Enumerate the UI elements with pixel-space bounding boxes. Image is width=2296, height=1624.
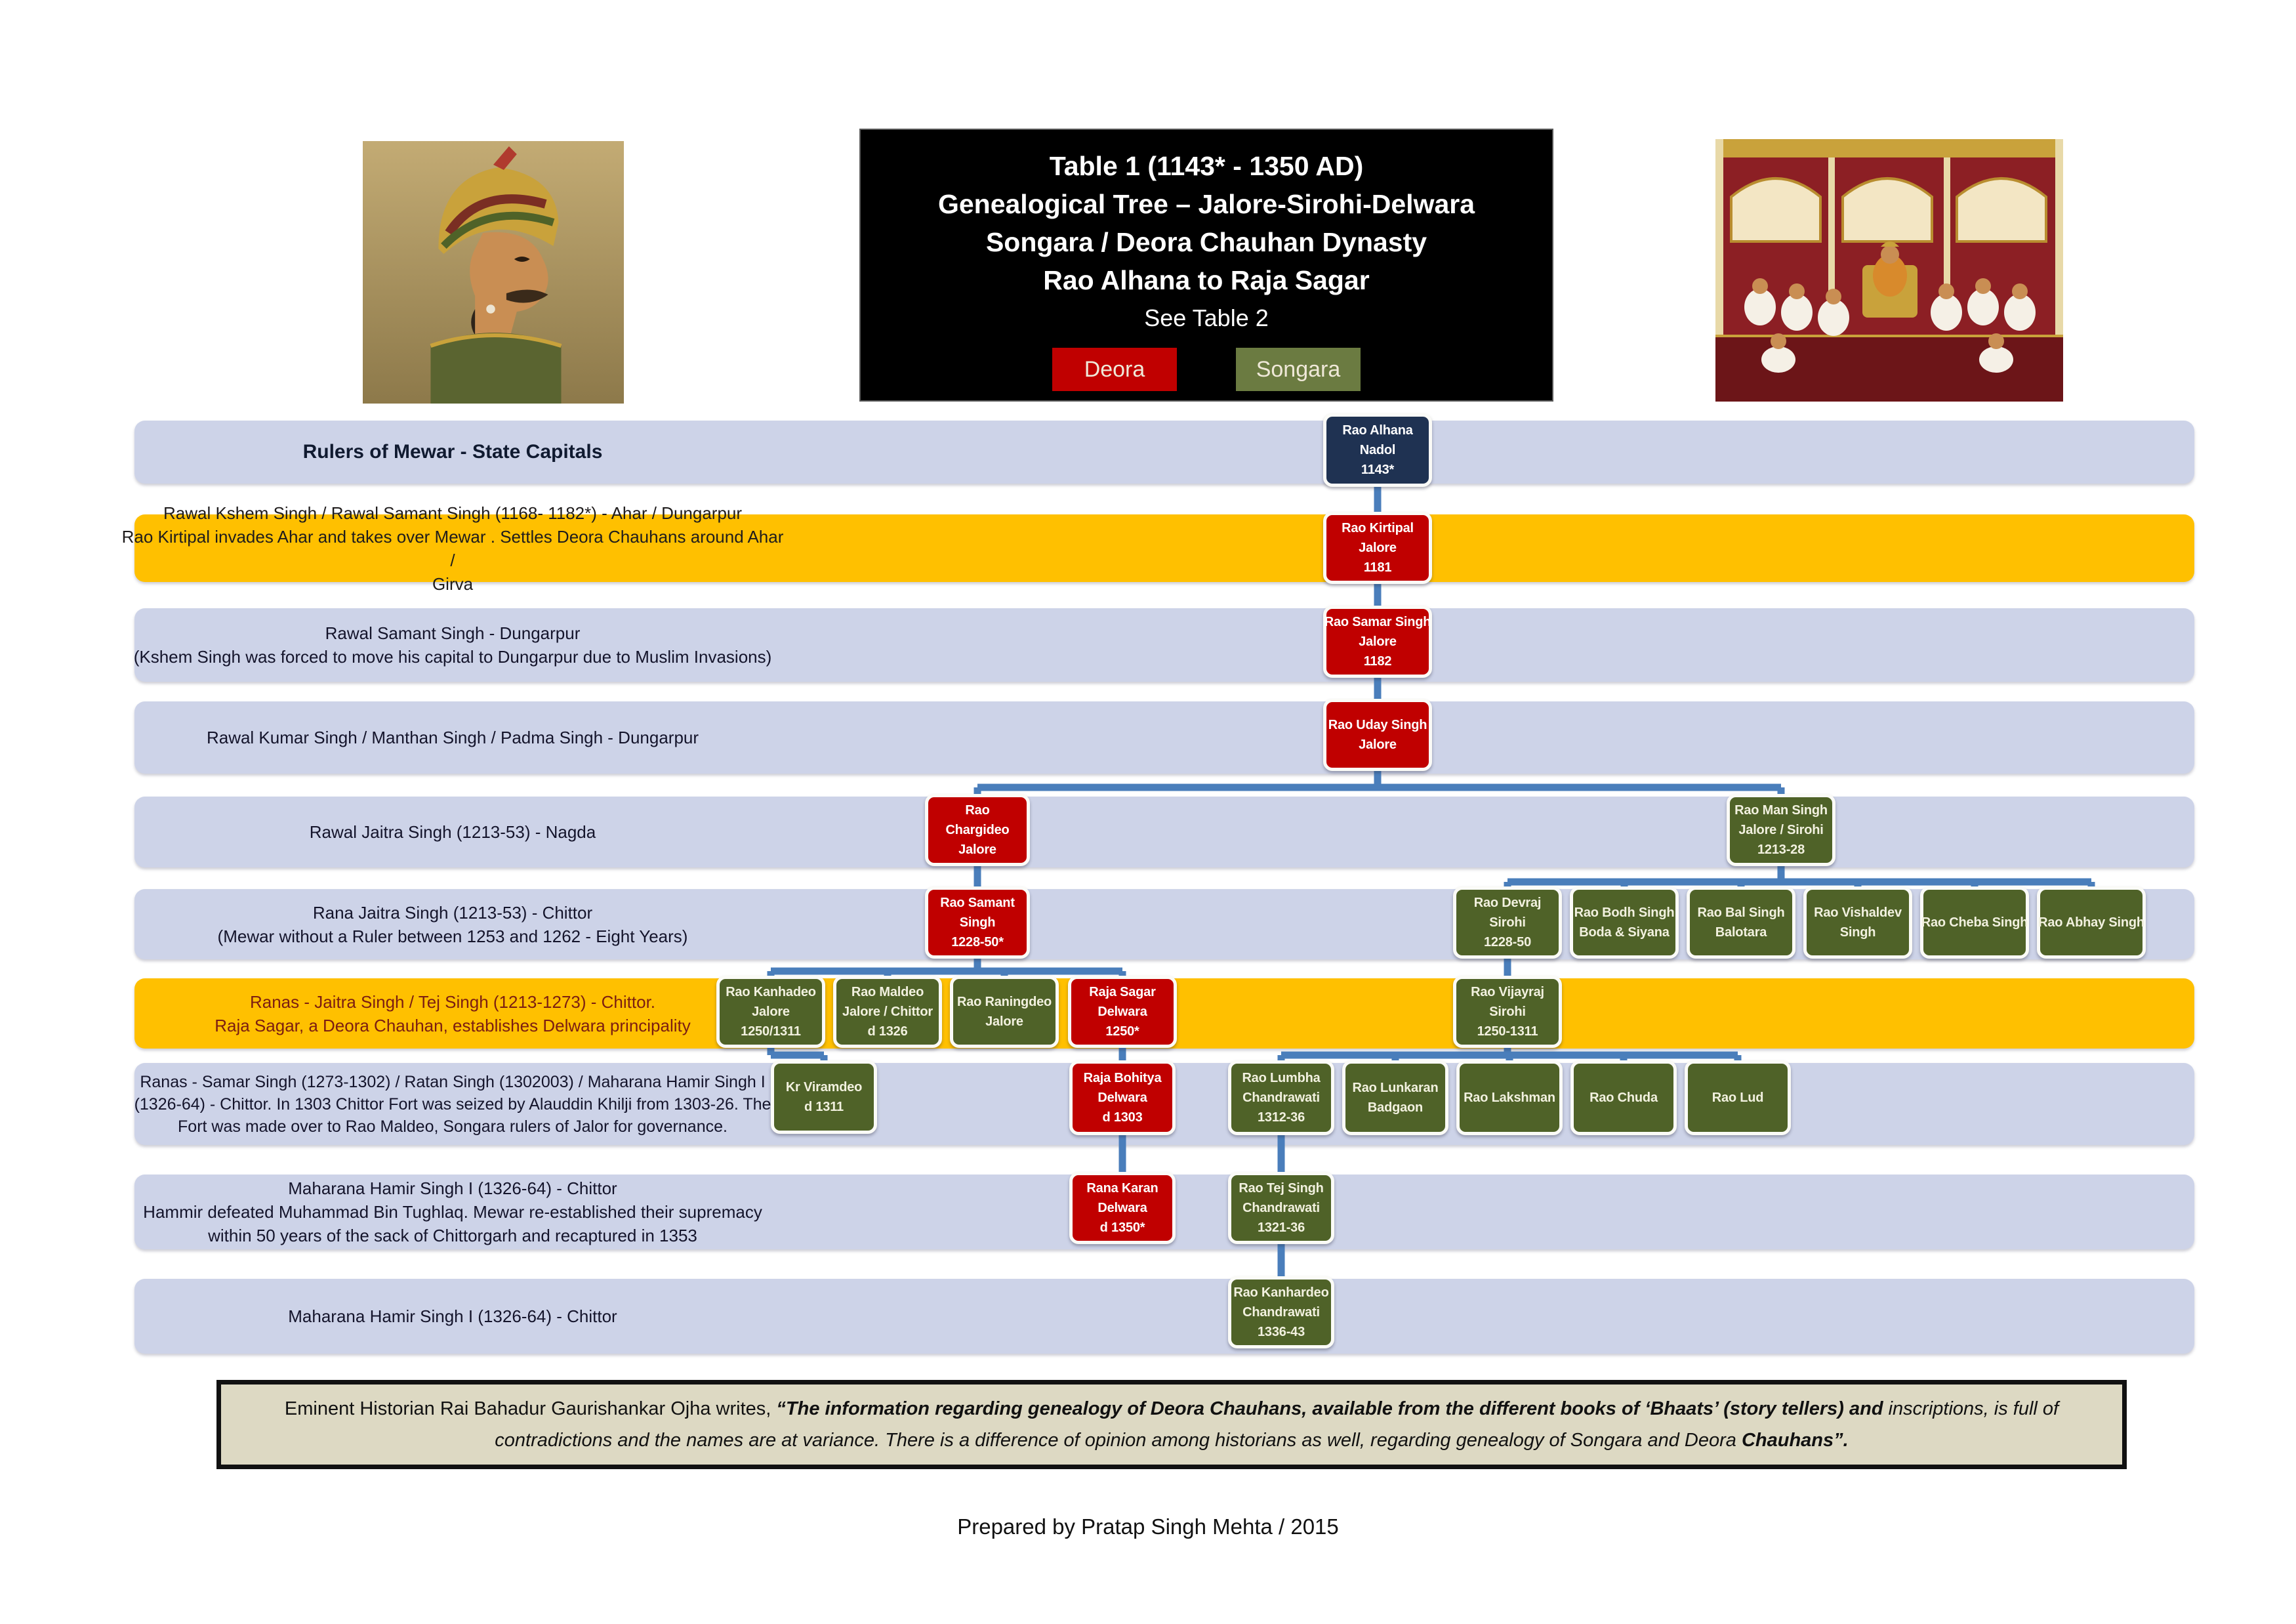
node-lumbha [1228, 1060, 1334, 1135]
band-line: Rao Kirtipal invades Ahar and takes over Mewar . Settles Deora Chauhans around Ahar / [121, 526, 784, 570]
node-line: Jalore [958, 843, 996, 857]
chart-title-box [859, 129, 1553, 402]
node-bohitya [1069, 1060, 1176, 1135]
node-line: d 1311 [804, 1100, 844, 1114]
node-bal [1687, 886, 1795, 959]
band-b4 [134, 701, 2194, 774]
band-line: Maharana Hamir Singh I (1326-64) - Chittor [288, 1178, 617, 1198]
node-line: Rao Vijayraj [1471, 985, 1544, 999]
node-line: Chandrawati [1242, 1305, 1320, 1320]
band-line: Maharana Hamir Singh I (1326-64) - Chittor [288, 1306, 617, 1326]
node-samar [1323, 606, 1432, 678]
node-line: 1250* [1105, 1024, 1139, 1039]
node-line: Rao Vishaldev [1814, 906, 1902, 920]
node-line: Rao Kanhardeo [1233, 1285, 1329, 1300]
node-cheba [1920, 886, 2029, 959]
node-line: Rao Raningdeo [956, 995, 1052, 1009]
node-line: Sirohi [1489, 915, 1526, 930]
node-line: Raja Bohitya [1083, 1071, 1162, 1085]
node-line: 1213-28 [1757, 843, 1805, 857]
band-line: Rana Jaitra Singh (1213-53) - Chittor [312, 902, 593, 923]
title-line-3: Songara / Deora Chauhan Dynasty [985, 227, 1427, 257]
node-line: Badgaon [1367, 1100, 1424, 1115]
node-line: Rao Lakshman [1464, 1091, 1555, 1105]
node-line: Boda & Siyana [1579, 925, 1670, 940]
band-line: Raja Sagar, a Deora Chauhan, establishes Delwara principality [215, 1015, 691, 1035]
band-b5 [134, 797, 2194, 867]
node-line: 1336-43 [1258, 1325, 1305, 1339]
title-line-1: Table 1 (1143* - 1350 AD) [1049, 151, 1364, 181]
band-b1-text [118, 421, 787, 484]
node-uday [1323, 699, 1432, 771]
band-line: Rawal Samant Singh - Dungarpur [325, 623, 581, 643]
node-line: Chandrawati [1242, 1201, 1320, 1215]
node-raningdeo [950, 976, 1059, 1048]
node-line: d 1350* [1099, 1220, 1145, 1235]
node-line: d 1303 [1102, 1110, 1143, 1125]
band-b9-text [118, 1175, 787, 1249]
node-line: Jalore / Chittor [842, 1005, 933, 1019]
node-mansingh [1727, 794, 1835, 866]
legend-songara: Songara [1236, 348, 1361, 391]
node-line: Chandrawati [1242, 1091, 1320, 1105]
node-vishaldev [1803, 886, 1912, 959]
band-line: (1326-64) - Chittor. In 1303 Chittor Fort was seized by Alauddin Khilji from 1303-26. The [134, 1094, 771, 1114]
title-line-4: Rao Alhana to Raja Sagar [1043, 265, 1370, 295]
node-line: Sirohi [1489, 1005, 1526, 1019]
node-line: Rao Alhana [1342, 423, 1413, 438]
node-line: Jalore [752, 1005, 790, 1019]
title-line-2: Genealogical Tree – Jalore-Sirohi-Delwara [937, 189, 1475, 219]
node-line: Rao Abhay Singh [2038, 915, 2144, 930]
node-line: Singh [959, 915, 996, 930]
node-line: Nadol [1359, 443, 1396, 457]
node-line: 1182 [1363, 654, 1392, 669]
legend-row [1052, 348, 1361, 391]
node-maldeo [833, 976, 942, 1048]
band-b10-text [118, 1279, 787, 1354]
band-b7-text [118, 978, 787, 1049]
band-line: Ranas - Samar Singh (1273-1302) / Ratan Singh (1302003) / Maharana Hamir Singh I [140, 1072, 766, 1091]
node-line: Rao Samar Singh [1324, 615, 1431, 629]
band-line: Girva [432, 573, 474, 594]
node-viramdeo [771, 1060, 877, 1134]
band-line: Hammir defeated Muhammad Bin Tughlaq. Mewar re-established their supremacy [143, 1202, 762, 1222]
legend-deora: Deora [1052, 348, 1177, 391]
node-lakshman [1456, 1060, 1563, 1135]
node-alhana [1323, 413, 1432, 487]
node-line: Rao Kirtipal [1342, 521, 1414, 535]
node-line: Rao Kanhadeo [726, 985, 816, 999]
node-line: d 1326 [867, 1024, 908, 1039]
node-line: Rao Tej Singh [1239, 1181, 1324, 1196]
band-line: (Kshem Singh was forced to move his capital to Dungarpur due to Muslim Invasions) [133, 647, 772, 667]
court-scene-painting-image [1715, 139, 2063, 402]
band-line: (Mewar without a Ruler between 1253 and 1262 - Eight Years) [217, 926, 688, 946]
node-lunkaran [1342, 1060, 1448, 1135]
node-line: Jalore [1359, 635, 1397, 649]
quote-segment: “The information regarding genealogy of Deora Chauhans, available from the different books of ‘Bhaats’ (story tellers) and [776, 1398, 1889, 1419]
band-line: Ranas - Jaitra Singh / Tej Singh (1213-1273) - Chittor. [249, 991, 656, 1012]
band-b2 [121, 503, 2194, 594]
node-kirtipal [1323, 512, 1432, 584]
court-art [1715, 139, 2063, 402]
node-vijayraj [1453, 976, 1562, 1048]
band-b2-text [118, 503, 787, 594]
node-line: 1228-50* [951, 935, 1004, 949]
band-line: Rawal Jaitra Singh (1213-53) - Nagda [309, 822, 596, 842]
node-line: 1250/1311 [741, 1024, 801, 1039]
node-line: 1143* [1361, 463, 1395, 477]
node-tejsingh [1228, 1172, 1334, 1244]
node-line: Rao Uday Singh [1328, 718, 1427, 732]
node-line: Rao Maldeo [851, 985, 924, 999]
portrait-art [363, 141, 624, 404]
node-line: 1312-36 [1258, 1110, 1305, 1125]
node-line: Rao Lunkaran [1352, 1081, 1439, 1095]
band-b3 [134, 608, 2194, 682]
node-karan [1069, 1172, 1176, 1244]
node-line: Jalore / Sirohi [1738, 823, 1824, 837]
historian-quote-text [247, 1393, 2096, 1456]
node-line: Rao Bodh Singh [1574, 906, 1675, 920]
node-kanhardeo [1228, 1276, 1334, 1348]
node-line: Rao [965, 803, 990, 818]
node-line: Rana Karan [1086, 1181, 1158, 1196]
node-line: 1228-50 [1484, 935, 1531, 949]
quote-segment: Eminent Historian Rai Bahadur Gaurishankar Ojha writes, [284, 1398, 777, 1419]
band-b3-text [118, 608, 787, 682]
node-line: Rao Samant [940, 896, 1015, 910]
band-line: Rawal Kumar Singh / Manthan Singh / Padma Singh - Dungarpur [206, 728, 699, 747]
prepared-by-line: Prepared by Pratap Singh Mehta / 2015 [957, 1514, 1339, 1539]
node-line: Rao Devraj [1473, 896, 1542, 910]
node-sagar [1068, 976, 1177, 1048]
node-lud [1685, 1060, 1791, 1135]
node-samant [925, 886, 1030, 959]
band-b10 [134, 1279, 2194, 1354]
band-b5-text [118, 797, 787, 867]
node-line: Jalore [985, 1014, 1023, 1029]
node-line: Balotara [1715, 925, 1767, 940]
band-b8-text [118, 1063, 787, 1145]
node-line: Singh [1839, 925, 1876, 940]
band-line: Fort was made over to Rao Maldeo, Songara rulers of Jalor for governance. [178, 1117, 728, 1136]
node-chuda [1570, 1060, 1677, 1135]
band-line: within 50 years of the sack of Chittorgarh and recaptured in 1353 [208, 1226, 697, 1245]
node-line: Rao Bal Singh [1697, 906, 1785, 920]
node-line: 1250-1311 [1477, 1024, 1538, 1039]
node-line: Rao Chuda [1589, 1091, 1658, 1105]
band-line: Rawal Kshem Singh / Rawal Samant Singh (1168- 1182*) - Ahar / Dungarpur [163, 503, 743, 523]
node-line: Delwara [1097, 1091, 1147, 1105]
historian-quote-box [216, 1380, 2127, 1469]
band-line: Rulers of Mewar - State Capitals [302, 441, 603, 463]
node-line: Rao Lumbha [1242, 1071, 1321, 1085]
band-b4-text [118, 701, 787, 774]
node-line: Delwara [1097, 1201, 1147, 1215]
quote-segment: inscriptions, is full of contradictions and the names are at variance. There is a difference of opinion among historians as well, regarding genealogy of Songara and Deora [495, 1398, 2059, 1451]
node-line: Jalore [1359, 738, 1397, 752]
node-line: 1181 [1363, 560, 1392, 575]
node-devraj [1453, 886, 1562, 959]
band-b1 [134, 421, 2194, 484]
node-chargideo [925, 794, 1030, 866]
band-b6-text [118, 889, 787, 959]
node-line: Jalore [1359, 541, 1397, 555]
node-bodh [1570, 886, 1679, 959]
node-line: Delwara [1097, 1005, 1147, 1019]
node-line: Chargideo [945, 823, 1010, 837]
quote-segment: Chauhans”. [1741, 1430, 1849, 1451]
node-abhay [2037, 886, 2146, 959]
node-line: Rao Lud [1712, 1091, 1764, 1105]
node-line: 1321-36 [1258, 1220, 1305, 1235]
node-kanhadeo [716, 976, 825, 1048]
node-line: Rao Cheba Singh [1921, 915, 2028, 930]
node-line: Rao Man Singh [1734, 803, 1828, 818]
rao-portrait-image [363, 141, 624, 404]
node-line: Raja Sagar [1089, 985, 1156, 999]
node-line: Kr Viramdeo [785, 1080, 863, 1094]
subtitle-see-table-2: See Table 2 [1144, 304, 1269, 331]
